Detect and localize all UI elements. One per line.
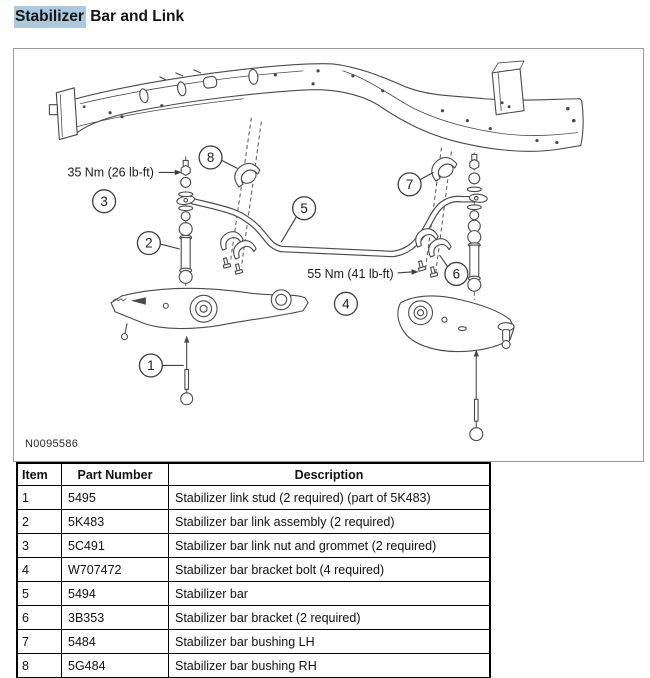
callout-7 bbox=[398, 172, 433, 195]
parts-table bbox=[16, 462, 491, 678]
item-cell: 7 bbox=[17, 630, 62, 654]
torque-label-1 bbox=[68, 165, 182, 179]
description-cell: Stabilizer bar bracket bolt (4 required) bbox=[169, 558, 491, 582]
part-number-cell: 5K483 bbox=[62, 510, 169, 534]
link-grommet-upper bbox=[181, 177, 191, 187]
item-cell: 5 bbox=[17, 582, 62, 606]
description-cell: Stabilizer link stud (2 required) (part of 5K483) bbox=[169, 486, 491, 510]
part-number-cell: 5484 bbox=[62, 630, 169, 654]
bushing-bracket-rh bbox=[427, 153, 460, 184]
callout-8 bbox=[199, 146, 237, 169]
table-row bbox=[17, 582, 490, 606]
table-row bbox=[17, 630, 490, 654]
description-cell: Stabilizer bar link assembly (2 required) bbox=[169, 510, 491, 534]
title-highlighted-word: Stabilizer bbox=[14, 6, 86, 28]
part-number-cell: 5494 bbox=[62, 582, 169, 606]
table-header-row bbox=[17, 463, 490, 486]
table-row bbox=[17, 654, 490, 678]
table-row bbox=[17, 606, 490, 630]
page-title bbox=[14, 8, 184, 26]
frame-crossmember bbox=[49, 61, 583, 151]
part-number-cell: 5C491 bbox=[62, 534, 169, 558]
callout-6 bbox=[439, 255, 467, 285]
table-body bbox=[17, 486, 490, 678]
stabilizer-link-stud-right bbox=[470, 350, 483, 441]
description-cell: Stabilizer bar bbox=[169, 582, 491, 606]
table-row bbox=[17, 534, 490, 558]
item-cell: 8 bbox=[17, 654, 62, 678]
svg-text:1: 1 bbox=[147, 358, 155, 374]
link-nut bbox=[181, 165, 190, 175]
link-ball-top bbox=[179, 223, 192, 236]
table-row bbox=[17, 486, 490, 510]
table-row bbox=[17, 558, 490, 582]
svg-text:55 Nm (41 lb-ft): 55 Nm (41 lb-ft) bbox=[307, 266, 394, 281]
callout-4 bbox=[334, 292, 357, 315]
right-control-arm bbox=[398, 296, 514, 441]
item-cell: 1 bbox=[17, 486, 62, 510]
part-number-cell: 5G484 bbox=[62, 654, 169, 678]
description-cell: Stabilizer bar bushing RH bbox=[169, 654, 491, 678]
description-cell: Stabilizer bar link nut and grommet (2 required) bbox=[169, 534, 491, 558]
link-rod bbox=[181, 238, 190, 271]
link-ball-bottom bbox=[179, 270, 192, 283]
left-control-arm bbox=[111, 288, 308, 404]
svg-text:35 Nm (26 lb-ft): 35 Nm (26 lb-ft) bbox=[67, 165, 154, 180]
torque-label-2 bbox=[307, 267, 418, 281]
item-cell: 6 bbox=[17, 606, 62, 630]
table-row bbox=[17, 510, 490, 534]
callout-layer bbox=[68, 146, 468, 377]
svg-text:4: 4 bbox=[342, 296, 350, 312]
item-cell: 3 bbox=[17, 534, 62, 558]
callout-3 bbox=[93, 190, 116, 213]
col-header-item: Item bbox=[17, 463, 62, 486]
figure-code: N0095586 bbox=[25, 438, 79, 450]
callout-2 bbox=[137, 232, 179, 255]
diagram-svg bbox=[14, 49, 641, 459]
svg-text:8: 8 bbox=[206, 150, 215, 166]
col-header-part-number: Part Number bbox=[62, 463, 169, 486]
svg-text:2: 2 bbox=[145, 235, 153, 251]
description-cell: Stabilizer bar bushing LH bbox=[169, 630, 491, 654]
svg-text:5: 5 bbox=[300, 200, 308, 216]
svg-text:7: 7 bbox=[405, 177, 414, 193]
part-number-cell: 3B353 bbox=[62, 606, 169, 630]
right-link-assembly bbox=[467, 154, 481, 291]
col-header-description: Description bbox=[169, 463, 491, 486]
bushing-bracket-lh bbox=[230, 159, 263, 190]
svg-text:3: 3 bbox=[100, 193, 108, 209]
item-cell: 4 bbox=[17, 558, 62, 582]
part-number-cell: 5495 bbox=[62, 486, 169, 510]
part-number-cell: W707472 bbox=[62, 558, 169, 582]
description-cell: Stabilizer bar bracket (2 required) bbox=[169, 606, 491, 630]
item-cell: 2 bbox=[17, 510, 62, 534]
callout-1 bbox=[139, 354, 183, 377]
svg-text:6: 6 bbox=[452, 266, 461, 282]
bushing-brackets bbox=[217, 153, 459, 278]
stabilizer-link-stud-left bbox=[181, 336, 193, 405]
title-rest: Bar and Link bbox=[85, 8, 185, 25]
diagram-panel bbox=[13, 48, 644, 462]
callout-5 bbox=[281, 197, 315, 242]
